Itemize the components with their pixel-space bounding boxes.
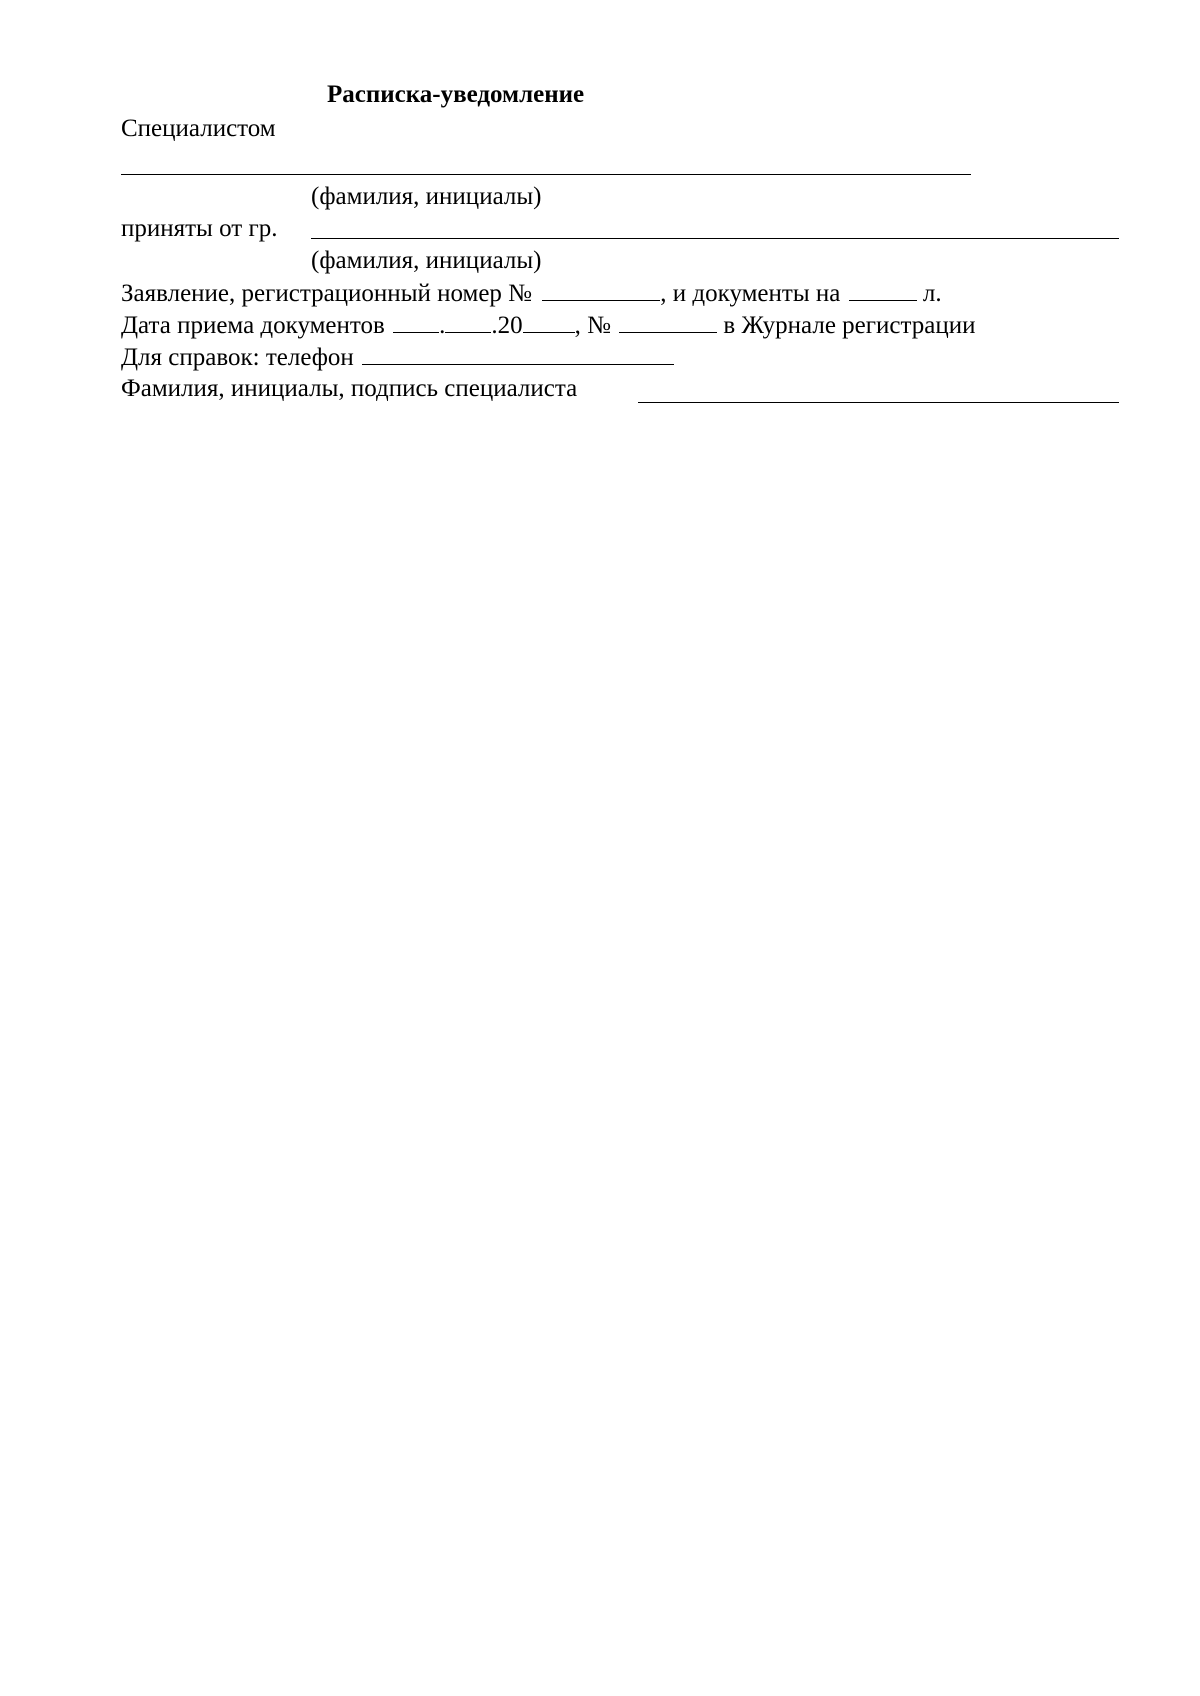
number-sign: , № <box>574 312 611 339</box>
received-from-label: приняты от гр. <box>121 215 278 242</box>
phone-label: Для справок: телефон <box>121 344 354 371</box>
document-title: Расписка-уведомление <box>327 81 585 108</box>
date-row <box>121 310 975 341</box>
documents-on-label: , и документы на <box>660 280 841 307</box>
specialist-name-field[interactable] <box>121 174 971 175</box>
signature-row <box>121 374 577 404</box>
date-day-field[interactable] <box>393 310 439 333</box>
journal-label: в Журнале регистрации <box>723 312 976 339</box>
name-caption-specialist: (фамилия, инициалы) <box>311 183 542 210</box>
phone-field[interactable] <box>362 342 674 365</box>
received-from-row <box>121 214 277 244</box>
sheets-count-field[interactable] <box>849 278 917 301</box>
journal-number-field[interactable] <box>619 310 717 333</box>
application-row <box>121 278 942 309</box>
applicant-name-field[interactable] <box>311 238 1119 239</box>
application-label: Заявление, регистрационный номер № <box>121 280 533 307</box>
date-month-field[interactable] <box>445 310 491 333</box>
year-prefix: .20 <box>491 312 523 339</box>
date-year-field[interactable] <box>523 310 575 333</box>
signature-field[interactable] <box>638 402 1119 403</box>
signature-label: Фамилия, инициалы, подпись специалиста <box>121 375 578 402</box>
sheets-suffix: л. <box>922 280 942 307</box>
date-label: Дата приема документов <box>121 312 385 339</box>
date-dot: . <box>439 312 446 339</box>
phone-row <box>121 342 674 373</box>
name-caption-applicant: (фамилия, инициалы) <box>311 247 542 274</box>
registration-number-field[interactable] <box>542 278 660 301</box>
specialist-label: Специалистом <box>121 115 276 142</box>
